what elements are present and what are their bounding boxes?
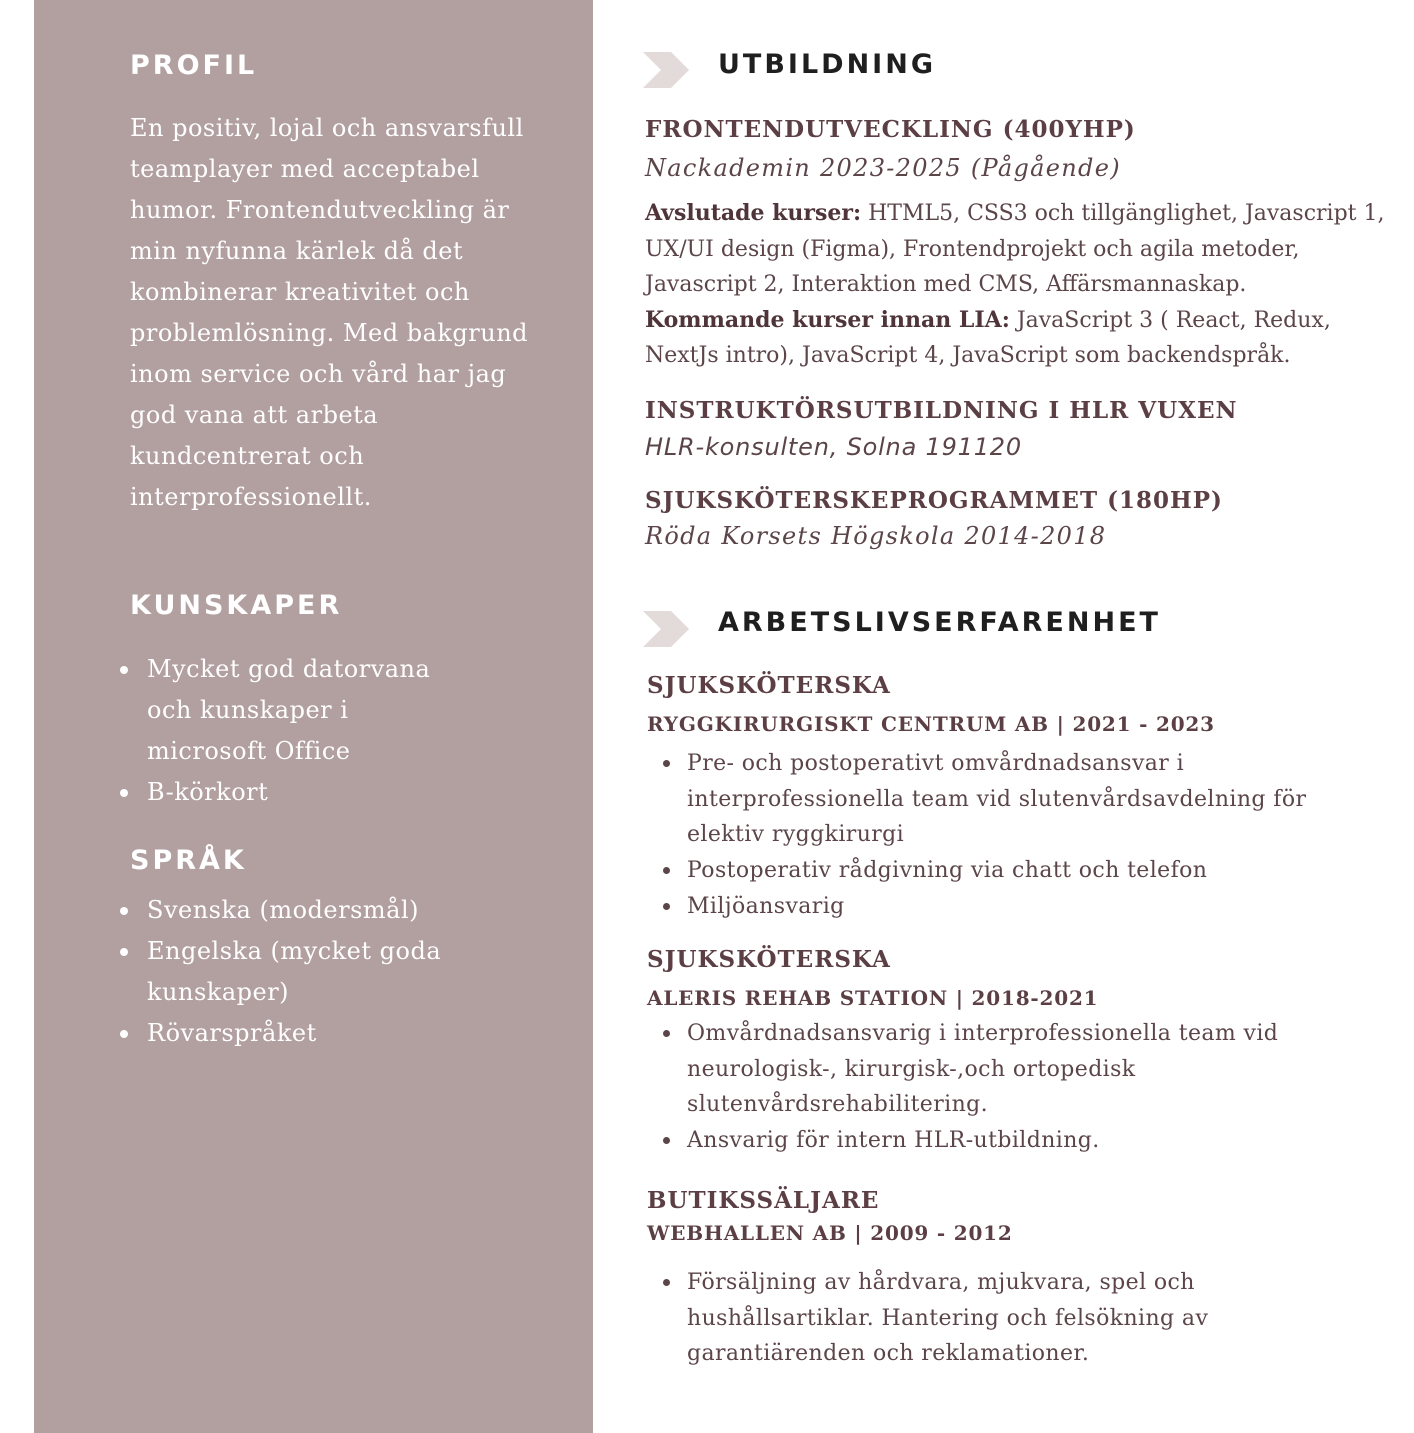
education-subtitle: Röda Korsets Högskola 2014-2018 xyxy=(645,522,1107,550)
education-title: INSTRUKTÖRSUTBILDNING I HLR VUXEN xyxy=(645,397,1238,424)
job-employer: ALERIS REHAB STATION | 2018-2021 xyxy=(647,986,1099,1010)
job-title: SJUKSKÖTERSKA xyxy=(647,946,891,973)
list-item: Ansvarig för intern HLR-utbildning. xyxy=(687,1123,1327,1159)
job-employer: WEBHALLEN AB | 2009 - 2012 xyxy=(647,1221,1013,1245)
completed-courses-text: HTML5, CSS3 och tillgänglighet, Javascript 1, UX/UI design (Figma), Frontendprojekt och agila metoder, Javascript 2, Interaktion med CMS, Affärsmannaskap. xyxy=(645,201,1385,297)
languages-heading: SPRÅK xyxy=(130,845,247,876)
job-duties xyxy=(687,1265,1247,1372)
list-item: Svenska (modersmål) xyxy=(130,890,460,931)
education-title: SJUKSKÖTERSKEPROGRAMMET (180HP) xyxy=(645,487,1223,514)
list-item: B-körkort xyxy=(130,772,460,813)
profile-text: En positiv, lojal och ansvarsfull teamplayer med acceptabel humor. Frontendutveckling är min nyfunna kärlek då det kombinerar kreativitet och problemlösning. Med bakgrund inom service och vård har jag god vana att arbeta kundcentrerat och interprofessionellt. xyxy=(130,114,529,511)
list-item: Försäljning av hårdvara, mjukvara, spel och hushållsartiklar. Hantering och felsökning av garantiärenden och reklamationer. xyxy=(687,1265,1247,1372)
list-item: Pre- och postoperativt omvårdnadsansvar i interprofessionella team vid slutenvårdsavdelning för elektiv ryggkirurgi xyxy=(687,746,1327,853)
upcoming-courses-label: Kommande kurser innan LIA: xyxy=(645,306,1010,333)
profile-heading: PROFIL xyxy=(130,50,258,81)
chevron-right-icon xyxy=(643,611,689,647)
list-item: Postoperativ rådgivning via chatt och telefon xyxy=(687,853,1327,889)
job-title: SJUKSKÖTERSKA xyxy=(647,672,891,699)
list-item: Miljöansvarig xyxy=(687,889,1327,925)
list-item: Mycket god datorvana och kunskaper i microsoft Office xyxy=(130,649,460,772)
list-item: Omvårdnadsansvarig i interprofessionella team vid neurologisk-, kirurgisk-,och ortopedisk slutenvårdsrehabilitering. xyxy=(687,1016,1327,1123)
course-list xyxy=(645,196,1385,374)
skills-heading: KUNSKAPER xyxy=(130,590,343,621)
job-title: BUTIKSSÄLJARE xyxy=(647,1187,880,1214)
education-subtitle: HLR-konsulten, Solna 191120 xyxy=(645,433,1022,461)
list-item: Engelska (mycket goda kunskaper) xyxy=(130,931,460,1013)
job-employer: RYGGKIRURGISKT CENTRUM AB | 2021 - 2023 xyxy=(647,712,1215,736)
education-title: FRONTENDUTVECKLING (400YHP) xyxy=(645,116,1136,143)
completed-courses-label: Avslutade kurser: xyxy=(645,200,862,226)
job-duties xyxy=(687,746,1327,925)
upcoming-courses-text: JavaScript 3 ( React, Redux, NextJs intro), JavaScript 4, JavaScript som backendspråk. xyxy=(645,307,1331,368)
education-heading: UTBILDNING xyxy=(718,49,936,80)
job-duties xyxy=(687,1016,1327,1159)
experience-heading: ARBETSLIVSERFARENHET xyxy=(718,607,1161,638)
education-subtitle: Nackademin 2023-2025 (Pågående) xyxy=(645,154,1121,182)
chevron-right-icon xyxy=(643,52,689,88)
list-item: Rövarspråket xyxy=(130,1013,460,1054)
